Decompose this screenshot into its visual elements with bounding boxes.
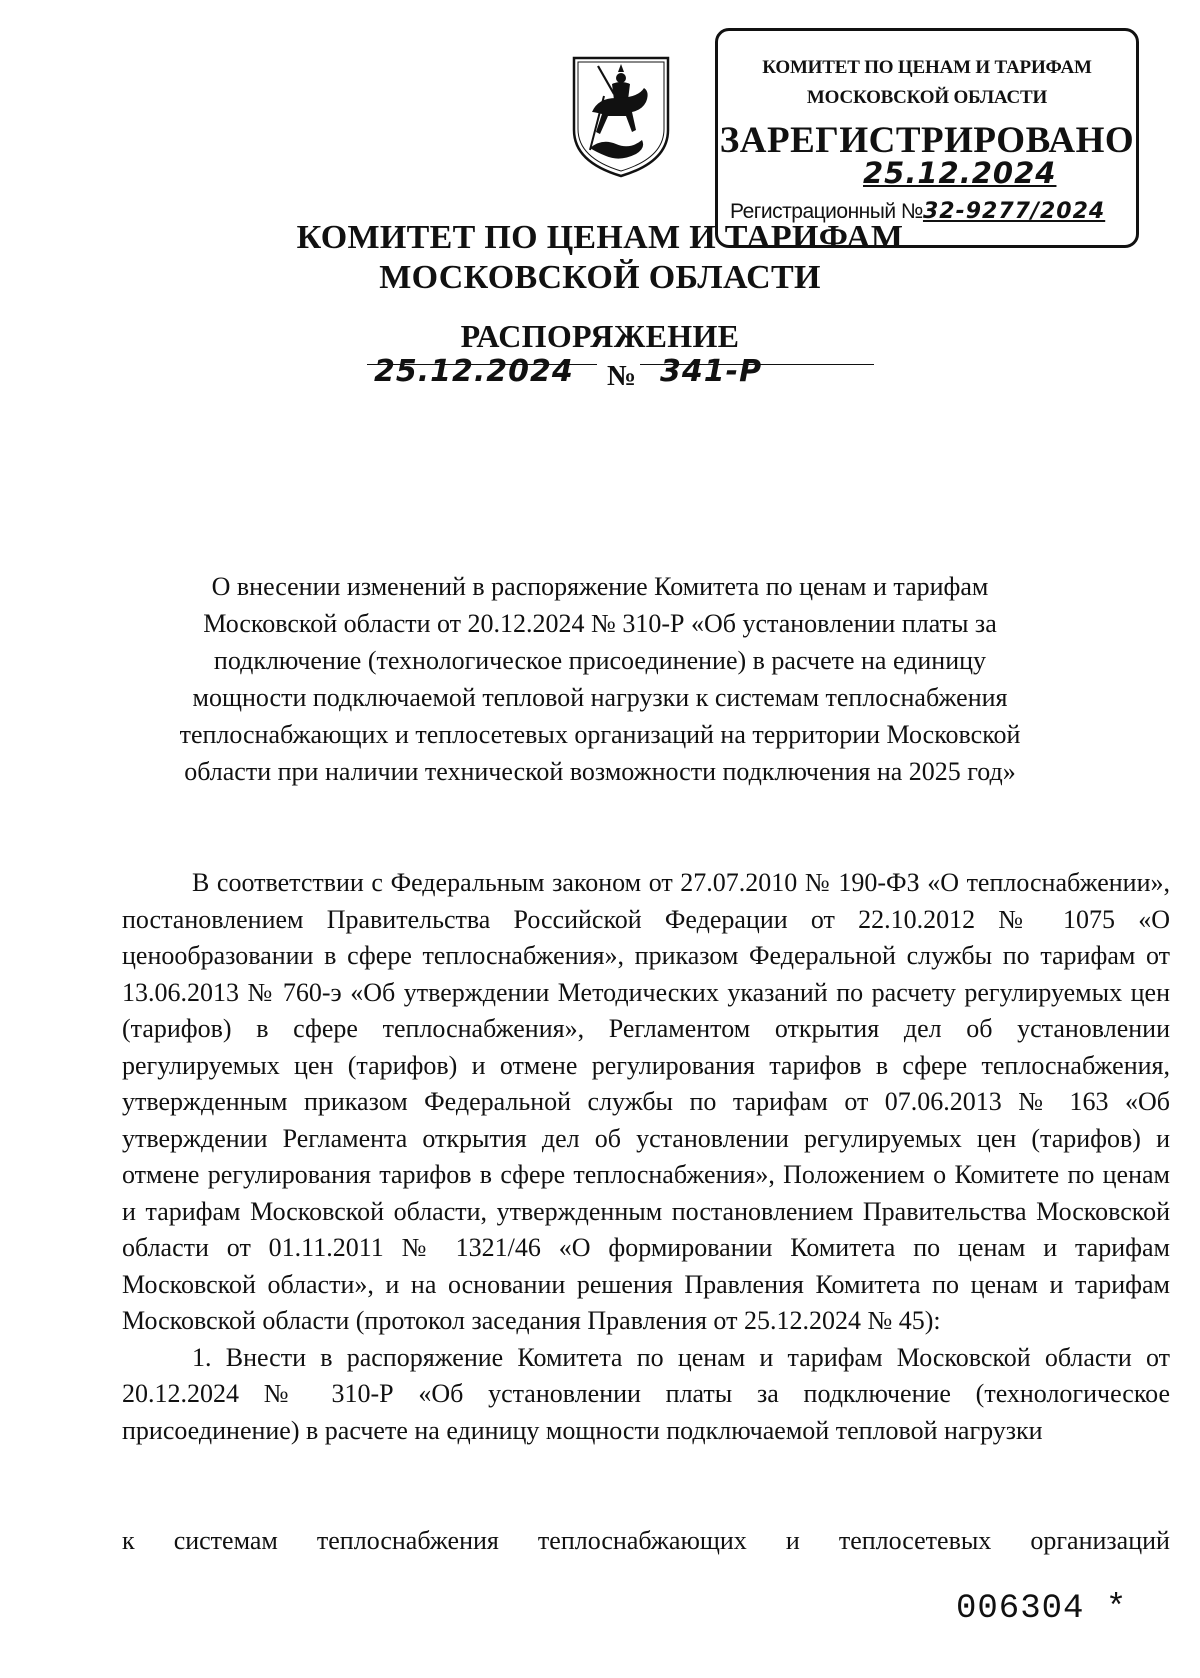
document-date: 25.12.2024 [374, 354, 574, 389]
number-sign: № [607, 360, 637, 392]
stamp-org-line2: МОСКОВСКОЙ ОБЛАСТИ [806, 87, 1048, 108]
registration-stamp [715, 28, 1139, 248]
last-line-word: теплоснабжающих [537, 1526, 747, 1555]
stamp-registration-date: 25.12.2024 [863, 156, 1057, 190]
stamp-org-line1: КОМИТЕТ ПО ЦЕНАМ И ТАРИФАМ [762, 57, 1092, 78]
stamp-registration-label: Регистрационный № [730, 200, 923, 223]
stamp-status: ЗАРЕГИСТРИРОВАНО [719, 120, 1135, 161]
last-line-word: и [785, 1526, 800, 1555]
last-line-word: к [122, 1526, 135, 1555]
committee-name-line1: КОМИТЕТ ПО ЦЕНАМ И ТАРИФАМ [296, 219, 904, 256]
coat-of-arms-emblem [568, 52, 674, 180]
document-subject: О внесении изменений в распоряжение Комитета по ценам и тарифам Московской области от 20.12.2024 № 310-Р «Об установлении платы за подключение (технологическое присоединение) в расчете на единицу мощности подключаемой тепловой нагрузки к системам теплоснабжения теплоснабжающих и теплосетевых организаций на территории Московской области при наличии технической возможности подключения на 2025 год» [179, 572, 1021, 786]
last-line-word: организаций [1030, 1526, 1170, 1555]
document-number: 341-Р [660, 354, 763, 389]
last-line-word: теплосетевых [838, 1526, 992, 1555]
committee-name-line2: МОСКОВСКОЙ ОБЛАСТИ [379, 259, 821, 296]
body-last-line [122, 1526, 1170, 1556]
body-paragraph-1: В соответствии с Федеральным законом от 27.07.2010 № 190-ФЗ «О теплоснабжении», постановлением Правительства Российской Федерации от 22.10.2012 № 1075 «О ценообразовании в сфере теплоснабжения», приказом Федеральной службы по тарифам от 13.06.2013 № 760-э «Об утверждении Методических указаний по расчету регулируемых цен (тарифов) в сфере теплоснабжения», Регламентом открытия дел об установлении регулируемых цен (тарифов) и отмене регулирования тарифов в сфере теплоснабжения, утвержденным приказом Федеральной службы по тарифам от 07.06.2013 № 163 «Об утверждении Регламента открытия дел об установлении регулируемых цен (тарифов) и отмене регулирования тарифов в сфере теплоснабжения», Положением о Комитете по ценам и тарифам Московской области, утвержденным постановлением Правительства Московской области от 01.11.2011 № 1321/46 «О формировании Комитета по ценам и тарифам Московской области», и на основании решения Правления Комитета по ценам и тарифам Московской области (протокол заседания Правления от 25.12.2024 № 45): [122, 868, 1170, 1335]
last-line-word: теплоснабжения [316, 1526, 499, 1555]
document-serial-code: 006304 * [956, 1590, 1128, 1628]
last-line-word: системам [173, 1526, 278, 1555]
body-paragraph-2: 1. Внести в распоряжение Комитета по ценам и тарифам Московской области от 20.12.2024 № 310-Р «Об установлении платы за подключение (технологическое присоединение) в расчете на единицу мощности подключаемой тепловой нагрузки [122, 1342, 1170, 1445]
stamp-registration-number: 32-9277/2024 [922, 199, 1106, 224]
document-type: РАСПОРЯЖЕНИЕ [460, 318, 740, 354]
document-body [122, 865, 1170, 1449]
stamp-organization [718, 53, 1136, 113]
